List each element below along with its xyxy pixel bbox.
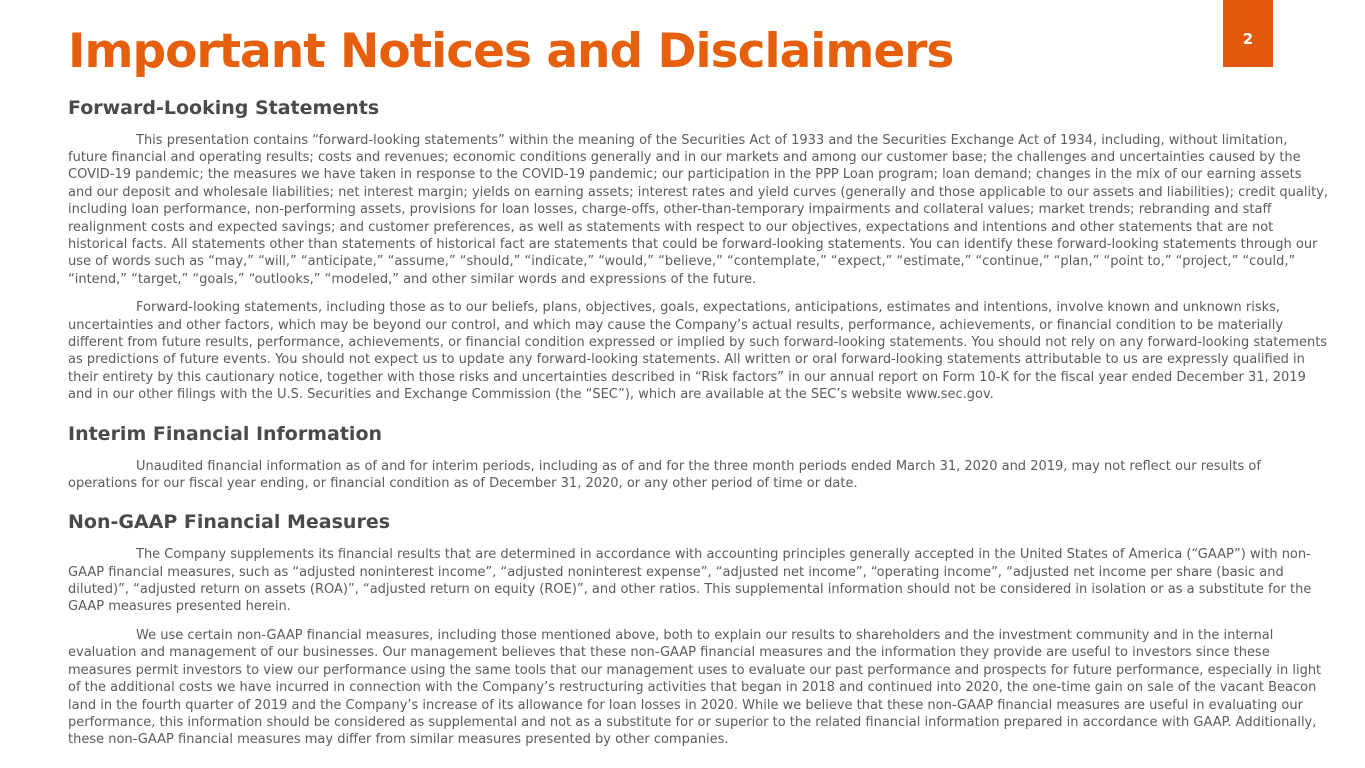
section-heading-interim-financial-information: Interim Financial Information xyxy=(68,422,383,445)
section-forward-looking-statements xyxy=(68,98,1330,404)
paragraph-non-gaap-2: We use certain non-GAAP financial measures, including those mentioned above, both to explain our results to shareholders and the investment community and in the internal evaluation and management of our businesses. Our management believes that these non-GAAP financial measures and the information they provide are useful to investors since these measures permit investors to view our performance using the same tools that our management uses to evaluate our past performance and prospects for future performance, especially in light of the additional costs we have incurred in connection with the Company’s restructuring activities that began in 2018 and continued into 2020, the one-time gain on sale of the vacant Beacon land in the fourth quarter of 2019 and the Company’s increase of its allowance for loan losses in 2020. While we believe that these non-GAAP financial measures are useful in evaluating our performance, this information should be considered as supplemental and not as a substitute for or superior to the related financial information prepared in accordance with GAAP. Additionally, these non-GAAP financial measures may differ from similar measures presented by other companies. xyxy=(68,627,1322,748)
paragraph-forward-looking-2: Forward-looking statements, including those as to our beliefs, plans, objectives, goals, expectations, anticipations, estimates and intentions, involve known and unknown risks, uncertainties and other factors, which may be beyond our control, and which may cause the Company’s actual results, performance, achievements, or financial condition to be materially different from future results, performance, achievements, or financial condition expressed or implied by such forward-looking statements. You should not rely on any forward-looking statements as predictions of future events. You should not expect us to update any forward-looking statements. All written or oral forward-looking statements attributable to us are expressly qualified in their entirety by this cautionary notice, together with those risks and uncertainties described in “Risk factors” in our annual report on Form 10-K for the fiscal year ended December 31, 2019 and in our other filings with the U.S. Securities and Exchange Commission (the “SEC”), which are available at the SEC’s website www.sec.gov. xyxy=(68,300,1328,403)
section-non-gaap-financial-measures xyxy=(68,512,1330,748)
paragraph-forward-looking-1: This presentation contains “forward-looking statements” within the meaning of the Securities Act of 1933 and the Securities Exchange Act of 1934, including, without limitation, future financial and operating results; costs and revenues; economic conditions generally and in our markets and among our customer base; the challenges and uncertainties caused by the COVID-19 pandemic; the measures we have taken in response to the COVID-19 pandemic; our participation in the PPP Loan program; loan demand; changes in the mix of our earning assets and our deposit and wholesale liabilities; net interest margin; yields on earning assets; interest rates and yield curves (generally and those applicable to our assets and liabilities); credit quality, including loan performance, non-performing assets, provisions for loan losses, charge-offs, other-than-temporary impairments and collateral values; market trends; rebranding and staff realignment costs and expected savings; and customer preferences, as well as statements with respect to our objectives, expectations and intentions and other statements that are not historical facts. All statements other than statements of historical fact are statements that could be forward-looking statements. You can identify these forward-looking statements through our use of words such as “may,” “will,” “anticipate,” “assume,” “should,” “indicate,” “would,” “believe,” “contemplate,” “expect,” “estimate,” “continue,” “plan,” “point to,” “project,” “could,” “intend,” “target,” “goals,” “outlooks,” “modeled,” and other similar words and expressions of the future. xyxy=(68,132,1329,287)
paragraph-interim-financial-1: Unaudited financial information as of and for interim periods, including as of and for the three month periods ended March 31, 2020 and 2019, may not reflect our results of operations for our fiscal year ending, or financial condition as of December 31, 2020, or any other period of time or date. xyxy=(68,458,1261,491)
slide-number: 2 xyxy=(1242,29,1254,48)
section-interim-financial-information xyxy=(68,424,1330,493)
paragraph-non-gaap-1: The Company supplements its financial results that are determined in accordance with accounting principles generally accepted in the United States of America (“GAAP”) with non-GAAP financial measures, such as “adjusted noninterest income”, “adjusted noninterest expense”, “adjusted net income”, “operating income”, “adjusted net income per share (basic and diluted)”, “adjusted return on assets (ROA)”, “adjusted return on equity (ROE)”, and other ratios. This supplemental information should not be considered in isolation or as a substitute for the GAAP measures presented herein. xyxy=(68,547,1312,615)
slide-number-badge xyxy=(1223,0,1273,67)
page-title: Important Notices and Disclaimers xyxy=(68,24,954,79)
section-heading-non-gaap-financial-measures: Non-GAAP Financial Measures xyxy=(68,511,391,534)
section-heading-forward-looking-statements: Forward-Looking Statements xyxy=(68,96,380,119)
